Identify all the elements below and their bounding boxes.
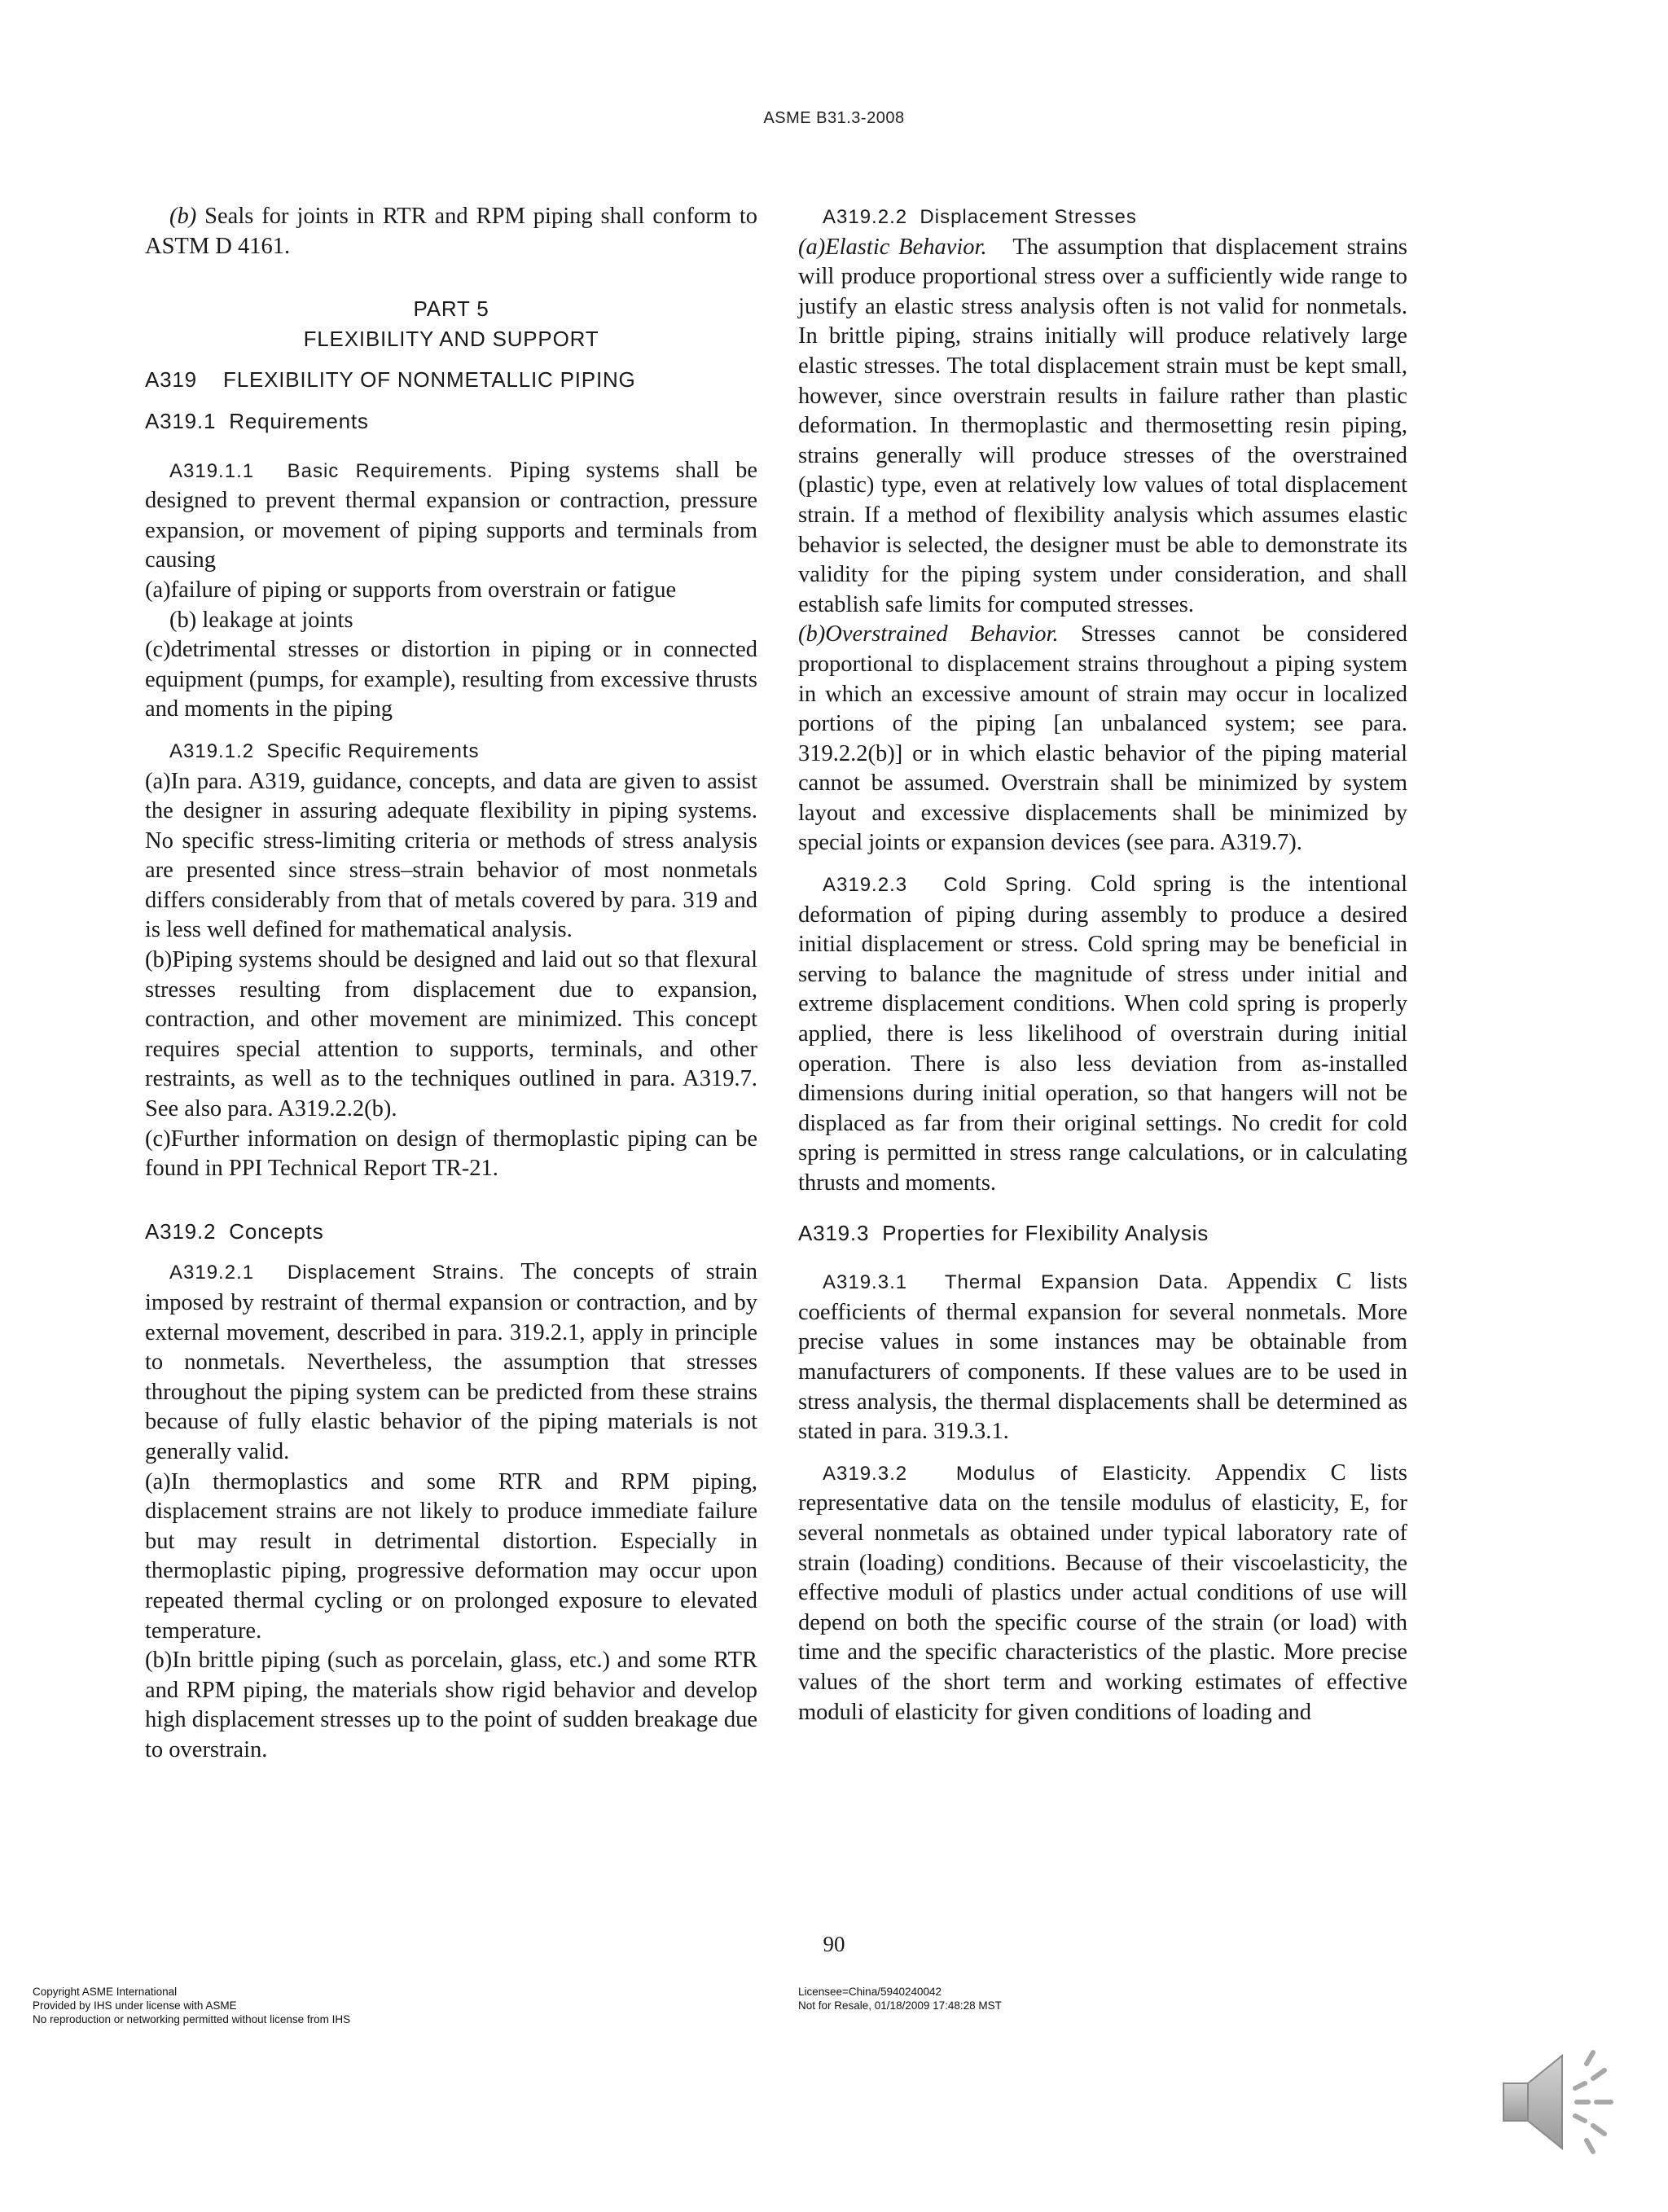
list-item: (a)failure of piping or supports from overstrain or fatigue xyxy=(145,577,677,603)
right-column xyxy=(798,202,1414,1727)
subsection-heading: A319.3 Properties for Flexibility Analysis xyxy=(798,1220,1209,1245)
part-title: FLEXIBILITY AND SUPPORT xyxy=(303,326,599,351)
subsection-heading: A319.1 Requirements xyxy=(145,408,369,433)
footer-line: No reproduction or networking permitted without license from IHS xyxy=(33,2013,351,2025)
list-item: (a)In thermoplastics and some RTR and RPM piping, displacement strains are not likely to produce immediate failure but may result in detrimental distortion. Especially in thermoplastic piping, progressive deformation may occur upon repeated thermal cycling or on prolonged exposure to elevated temperature. xyxy=(145,1468,757,1644)
subsection-heading: A319.2 Concepts xyxy=(145,1218,324,1244)
footer-line: Not for Resale, 01/18/2009 17:48:28 MST xyxy=(798,1999,1002,2012)
page-number: 90 xyxy=(823,1932,845,1956)
subsection-heading: A319.1.2 Specific Requirements xyxy=(169,740,480,762)
speaker-icon[interactable] xyxy=(1497,2041,1619,2163)
left-column xyxy=(145,202,757,1766)
list-item: (a)Elastic Behavior. The assumption that displacement strains will produce proportional stress over a sufficiently wide range to justify an elastic stress analysis often is not valid for nonmetals. In brittle piping, strains initially will produce relatively large elastic stresses. The total displacement strain must be kept small, however, since overstrain results in failure rather than plastic deformation. In thermoplastic and thermosetting resin piping, strains generally will produce stresses of the overstrained (plastic) type, even at relatively low values of total displacement strain. If a method of flexibility analysis which assumes elastic behavior is selected, the designer must be able to demonstrate its validity for the piping system under consideration, and shall establish safe limits for computed stresses. xyxy=(798,234,1414,617)
list-item: (b)Piping systems should be designed and laid out so that flexural stresses resulting from displacement due to expansion, contraction, and other movement are minimized. This concept requires special attention to supports, terminals, and other restraints, as well as to the techniques outlined in para. A319.7. See also para. A319.2.2(b). xyxy=(145,947,757,1122)
paragraph: (b) Seals for joints in RTR and RPM piping shall conform to ASTM D 4161. xyxy=(145,204,757,259)
list-item: (c)Further information on design of thermoplastic piping can be found in PPI Technical Report TR-21. xyxy=(145,1126,757,1182)
page-header: ASME B31.3-2008 xyxy=(763,109,905,127)
paragraph: A319.2.1 Displacement Strains. The concepts of strain imposed by restraint of thermal expansion or contraction, and by external movement, described in para. 319.2.1, apply in principle to nonmetals. Nevertheless, the assumption that stresses throughout the piping system can be predicted from these strains because of fully elastic behavior of the piping materials is not generally valid. xyxy=(145,1259,758,1464)
part-heading: PART 5 xyxy=(413,296,489,322)
list-item: (b) leakage at joints xyxy=(169,607,353,633)
list-item: (b)Overstrained Behavior. Stresses cannot be considered proportional to displacement strains throughout a piping system in which an excessive amount of strain may occur in localized portions of the piping [an unbalanced system; see para. 319.2.2(b)] or in which elastic behavior of the piping material cannot be assumed. Overstrain shall be minimized by system layout and excessive displacements shall be minimized by special joints or expansion devices (see para. A319.7). xyxy=(798,621,1407,856)
paragraph: A319.2.3 Cold Spring. Cold spring is the intentional deformation of piping during assembly to produce a desired initial displacement or stress. Cold spring may be beneficial in serving to balance the magnitude of stress under initial and extreme displacement conditions. When cold spring is properly applied, there is less likelihood of overstrain during initial operation. There is also less deviation from as-installed dimensions during initial operation, so that hangers will not be displaced as far from their original settings. No credit for cold spring is permitted in stress range calculations, or in calculating thrusts and moments. xyxy=(798,871,1407,1196)
list-item: (b)In brittle piping (such as porcelain, glass, etc.) and some RTR and RPM piping, the materials show rigid behavior and develop high displacement stresses up to the point of sudden breakage due to overstrain. xyxy=(145,1648,757,1762)
list-item: (c)detrimental stresses or distortion in piping or in connected equipment (pumps, for example), resulting from excessive thrusts and moments in the piping xyxy=(145,637,757,722)
paragraph: A319.1.1 Basic Requirements. Piping systems shall be designed to prevent thermal expansion or contraction, pressure expansion, or movement of piping supports and terminals from causing xyxy=(145,457,757,573)
list-item: (a)In para. A319, guidance, concepts, and data are given to assist the designer in assuring adequate flexibility in piping systems. No specific stress-limiting criteria or methods of stress analysis are presented since stress–strain behavior of most nonmetals differs considerably from that of metals covered by para. 319 and is less well defined for mathematical analysis. xyxy=(145,768,757,943)
license-footer xyxy=(798,1985,1002,2012)
paragraph: A319.3.1 Thermal Expansion Data. Appendix C lists coefficients of thermal expansion for several nonmetals. More precise values in some instances may be obtainable from manufacturers of components. If these values are to be used in stress analysis, the thermal displacements shall be determined as stated in para. 319.3.1. xyxy=(798,1269,1407,1445)
paragraph: A319.3.2 Modulus of Elasticity. Appendix C lists representative data on the tensile modulus of elasticity, E, for several nonmetals as obtained under typical laboratory rate of strain (loading) conditions. Because of their viscoelasticity, the effective moduli of plastics under actual conditions of use will depend on both the specific course of the strain (or load) with time and the specific characteristics of the plastic. More precise values of the short term and working estimates of effective moduli of elasticity for given conditions of loading and xyxy=(798,1459,1407,1725)
footer-line: Provided by IHS under license with ASME xyxy=(33,1999,237,2012)
section-heading: A319 FLEXIBILITY OF NONMETALLIC PIPING xyxy=(145,367,636,393)
copyright-footer xyxy=(33,1985,350,2026)
footer-line: Copyright ASME International xyxy=(33,1986,178,1998)
footer-line: Licensee=China/5940240042 xyxy=(798,1986,942,1998)
subsection-heading: A319.2.2 Displacement Stresses xyxy=(823,206,1137,228)
